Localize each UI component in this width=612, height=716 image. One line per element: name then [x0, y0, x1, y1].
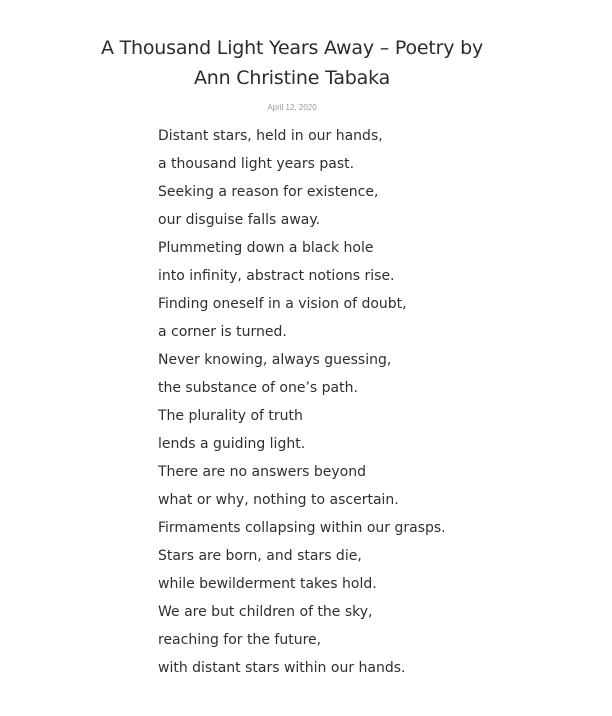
poem-line: the substance of one’s path. [158, 380, 358, 396]
poem-line: a corner is turned. [158, 324, 287, 340]
poem-line: with distant stars within our hands. [158, 660, 406, 676]
poem-line: Firmaments collapsing within our grasps. [158, 520, 446, 536]
poem-line: our disguise falls away. [158, 212, 321, 228]
poem-line: into infinity, abstract notions rise. [158, 268, 395, 284]
poem-line: Seeking a reason for existence, [158, 184, 379, 200]
poem-line: Stars are born, and stars die, [158, 548, 362, 564]
poem-line: We are but children of the sky, [158, 604, 373, 620]
poem-line: The plurality of truth [158, 408, 303, 424]
poem-line: Distant stars, held in our hands, [158, 128, 383, 144]
poem-line: Finding oneself in a vision of doubt, [158, 296, 407, 312]
poem-body [158, 122, 446, 682]
poem-line: while bewilderment takes hold. [158, 576, 377, 592]
poem-line: There are no answers beyond [158, 464, 366, 480]
poem-line: Plummeting down a black hole [158, 240, 374, 256]
poem-line: reaching for the future, [158, 632, 322, 648]
poem-line: Never knowing, always guessing, [158, 352, 392, 368]
post-date: April 12, 2020 [267, 103, 317, 112]
post-title: A Thousand Light Years Away – Poetry by Ann Christine Tabaka [100, 37, 484, 89]
poem-line: what or why, nothing to ascertain. [158, 492, 399, 508]
poem-line: lends a guiding light. [158, 436, 306, 452]
poem-line: a thousand light years past. [158, 156, 355, 172]
